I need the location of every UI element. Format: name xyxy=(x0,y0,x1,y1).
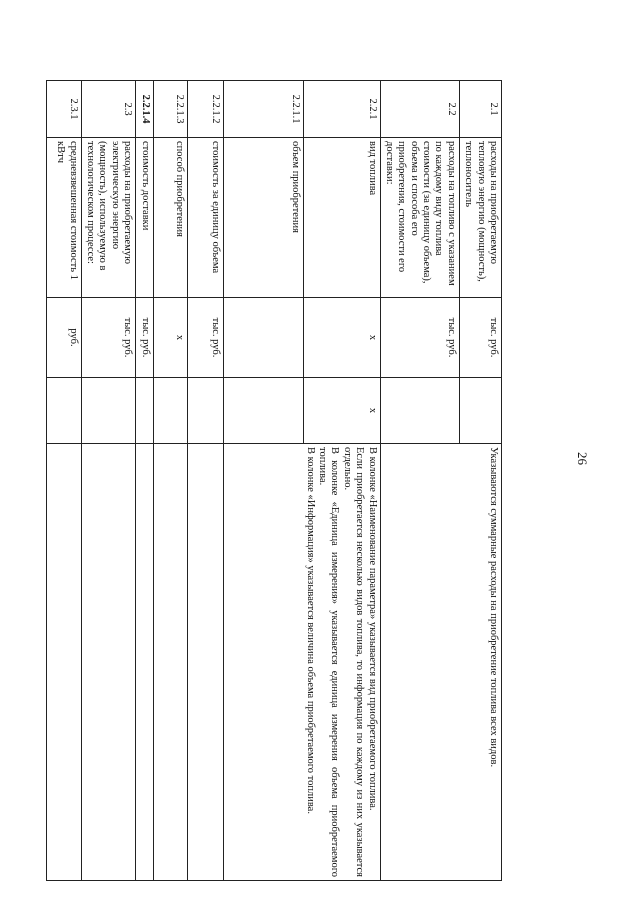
table-row xyxy=(187,81,223,881)
information-text: Указываются суммарные расходы на приобретение топлива всех видов. xyxy=(488,447,499,768)
information-text: В колонке «Единица измерения» указывается единица измерения объема приобретаемого топлива. xyxy=(317,447,341,877)
unit-of-measure: тыс. руб. xyxy=(380,298,459,378)
unit-of-measure: руб. xyxy=(46,298,81,378)
parameters-table xyxy=(46,80,502,881)
table-row xyxy=(136,81,153,881)
parameter-name: расходы на топливо с указанием по каждому виду топлива стоимости (за единицу объема), объема и способа его приобретения, стоимости его доставки: xyxy=(380,138,459,298)
information-cell xyxy=(223,444,380,881)
value-cell: x xyxy=(303,378,380,444)
rotated-table-container xyxy=(55,80,502,880)
row-number: 2.2 xyxy=(380,81,459,138)
information-cell xyxy=(187,444,223,881)
unit-of-measure: x xyxy=(303,298,380,378)
value-cell xyxy=(153,378,187,444)
row-number: 2.3 xyxy=(81,81,136,138)
table-row xyxy=(459,81,501,881)
table-row xyxy=(153,81,187,881)
value-cell xyxy=(136,378,153,444)
parameter-name: стоимость доставки xyxy=(136,138,153,298)
value-cell xyxy=(187,378,223,444)
unit-of-measure xyxy=(223,298,303,378)
value-cell xyxy=(380,378,459,444)
parameter-name: расходы на приобретаемую тепловую энергию (мощность), теплоноситель xyxy=(459,138,501,298)
page-number: 26 xyxy=(575,452,590,465)
value-cell xyxy=(81,378,136,444)
unit-of-measure: тыс. руб. xyxy=(459,298,501,378)
table-row xyxy=(46,81,81,881)
table-row xyxy=(81,81,136,881)
unit-of-measure: тыс. руб. xyxy=(81,298,136,378)
unit-of-measure: тыс. руб. xyxy=(187,298,223,378)
parameter-name: объем приобретения xyxy=(223,138,303,298)
row-number: 2.2.1.1 xyxy=(223,81,303,138)
unit-of-measure: x xyxy=(153,298,187,378)
row-number: 2.2.1.4 xyxy=(136,81,153,138)
row-number: 2.3.1 xyxy=(46,81,81,138)
parameter-name: стоимость за единицу объема xyxy=(187,138,223,298)
information-cell xyxy=(136,444,153,881)
row-number: 2.2.1 xyxy=(303,81,380,138)
information-cell xyxy=(380,444,501,881)
table-row xyxy=(303,81,380,881)
information-text: Если приобретается несколько видов топлива, то информация по каждому из них указывается отдельно. xyxy=(341,447,366,877)
parameter-name: средневзвешенная стоимость 1 кВтч xyxy=(46,138,81,298)
value-cell xyxy=(459,378,501,444)
row-number: 2.2.1.2 xyxy=(187,81,223,138)
parameter-name: вид топлива xyxy=(303,138,380,298)
parameter-name: способ приобретения xyxy=(153,138,187,298)
row-number: 2.1 xyxy=(459,81,501,138)
value-cell xyxy=(223,378,303,444)
unit-of-measure: тыс. руб. xyxy=(136,298,153,378)
information-cell xyxy=(153,444,187,881)
information-text: В колонке «Наименование параметра» указывается вид приобретаемого топлива. xyxy=(366,447,378,811)
parameter-name: расходы на приобретаемую электрическую энергию (мощность), используемую в технологическом процессе: xyxy=(81,138,136,298)
information-cell xyxy=(46,444,81,881)
row-number: 2.2.1.3 xyxy=(153,81,187,138)
value-cell xyxy=(46,378,81,444)
information-cell xyxy=(81,444,136,881)
information-text: В колонке «Информация» указывается величина объема приобретаемого топлива. xyxy=(304,447,316,814)
